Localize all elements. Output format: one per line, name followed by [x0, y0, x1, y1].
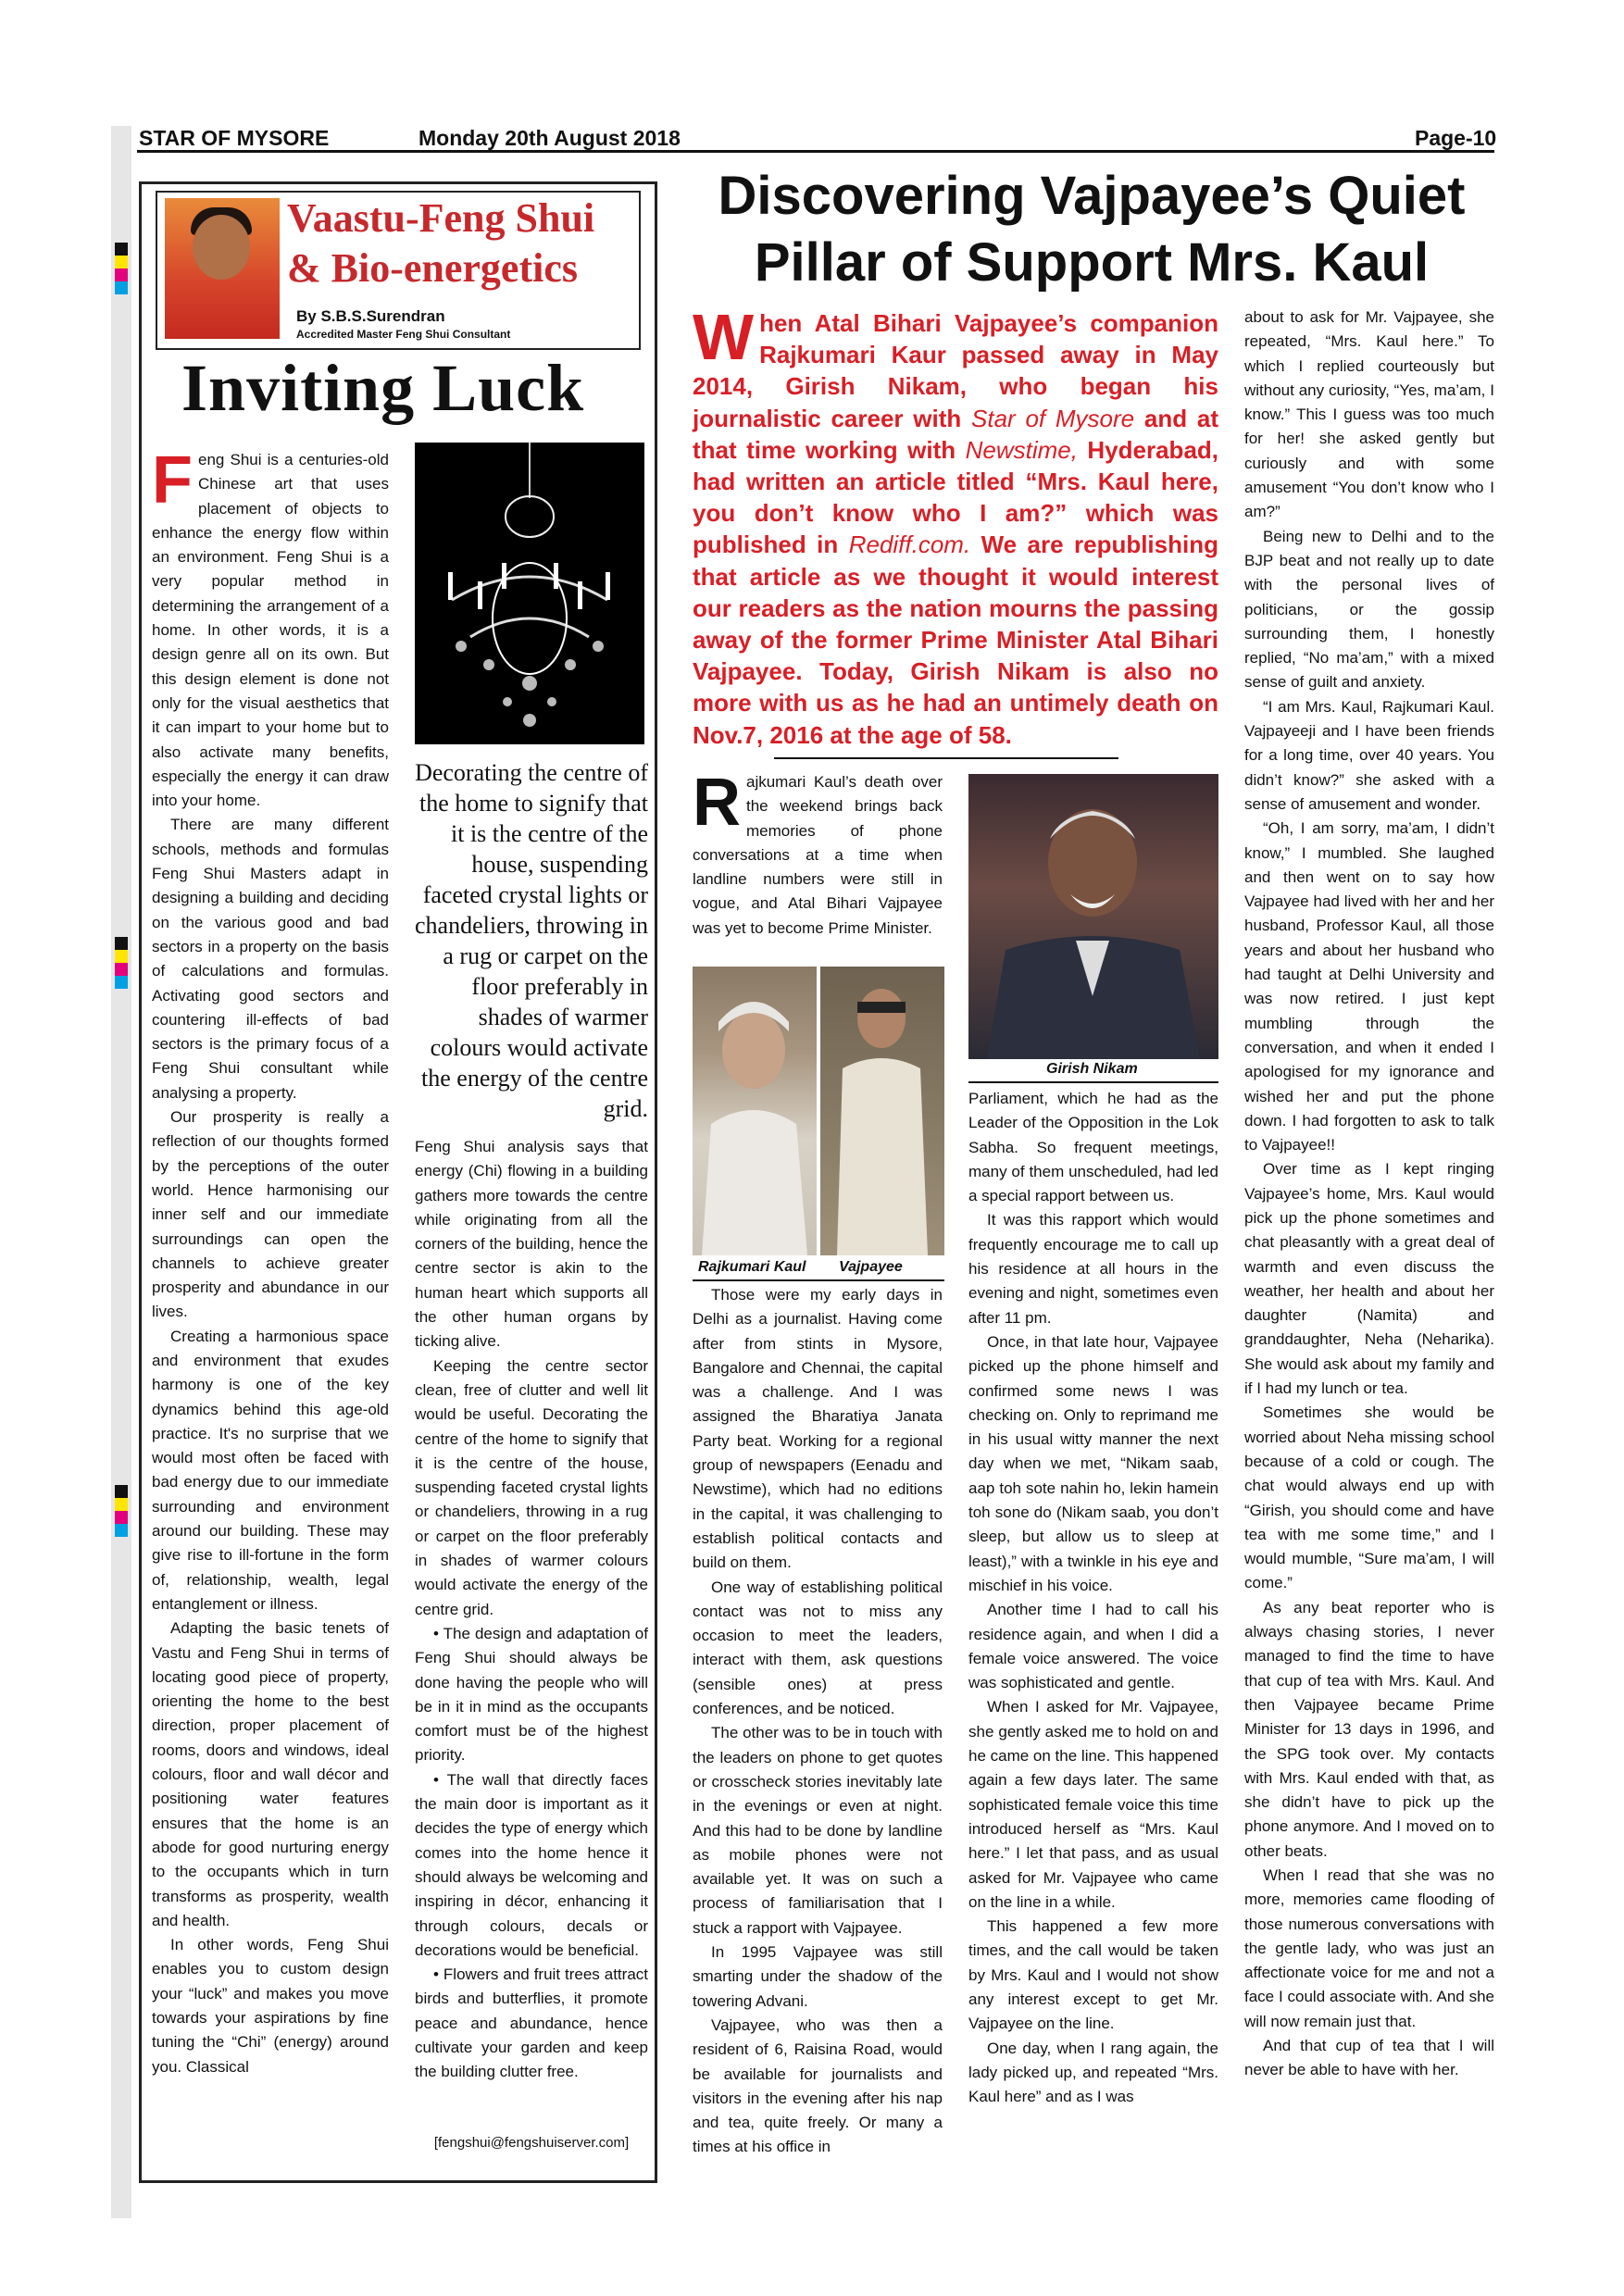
pull-quote: Decorating the centre of the home to signify that it is the centre of the house, suspending faceted crystal lights or chandeliers, throwing in a rug or carpet on the floor preferably in shades of warmer colours would activate the energy of the centre grid. [415, 759, 648, 1122]
article-paragraph: One day, when I rang again, the lady picked up, and repeated “Mrs. Kaul here” and as I was [968, 2039, 1218, 2106]
portrait-face [193, 215, 250, 280]
article-column-a [693, 1283, 943, 2160]
chandelier-photo [415, 443, 644, 744]
article-paragraph: Vajpayee, who was then a resident of 6, Raisina Road, would be available for journalists and visitors in the evening after his nap and tea, quite freely. Or many a times at his office in [693, 2015, 943, 2156]
vajpayee-figure [820, 967, 944, 1255]
intro-italic: Rediff.com. [848, 530, 971, 559]
article-paragraph: Over time as I kept ringing Vajpayee’s home, Mrs. Kaul would pick up the phone sometimes and chat pleasantly with a great deal of warmth and even discuss the weather, her health and about her daughter (Namita) and granddaughter, Neha (Neharika). She would ask about my family and if I had my lunch or tea. [1244, 1160, 1494, 1398]
intro-text: We are republishing that article as we thought it would interest our readers as the nation mourns the passing away of the former Prime Minister Atal Bihari Vajpayee. Today, Girish Nikam is also no more with us as he had an untimely death on Nov.7, 2016 at the age of 58. [693, 530, 1218, 749]
fengshui-column-1 [152, 443, 389, 2079]
article-paragraph: The other was to be in touch with the leaders on phone to get quotes or crosscheck stories inevitably late in the evenings or even at night. And this had to be done by landline as mobile phones were not available yet. It was on such a process of familiarisation that I stuck a rapport with Vajpayee. [693, 1724, 943, 1937]
caption-rule [693, 1279, 944, 1281]
registration-mark-black [115, 243, 128, 256]
article-paragraph: Sometimes she would be worried about Neha missing school because of a cold or cough. The chat would always end up with “Girish, you should come and have tea with me some time,” and I would mumble, “Sure ma’am, I will come.” [1244, 1404, 1494, 1592]
article-paragraph: It was this rapport which would frequently encourage me to call up his residence at all hours in the evening and night, sometimes even after 11 pm. [968, 1211, 1218, 1327]
registration-strip [111, 126, 131, 2218]
nikam-figure [968, 774, 1218, 1059]
fengshui-paragraph: eng Shui is a centuries-old Chinese art that uses placement of objects to enhance the energy flow within an environment. Feng Shui is a very popular method in determining the arrangement of a home. In other words, it is a design genre all on its own. But this design element is done not only for the visual aesthetics that it can impart to your home but to also activate many benefits, especially the energy it can draw into your home. [152, 451, 389, 810]
article-paragraph: Those were my early days in Delhi as a journalist. Having come after from stints in Mysore, Bangalore and Chennai, the capital was a challenge. And I was assigned the Bharatiya Janata Party beat. Working for a regional group of newspapers (Eenadu and Newstime), which had no editions in the capital, it was challenging to establish political contacts and build on them. [693, 1286, 943, 1572]
article-column-a-top [693, 766, 943, 941]
intro-text: hen Atal Bihari Vajpayee’s companion Rajkumari Kaur passed away in May 2014, Girish Nikam, who began his journalistic career with [693, 309, 1218, 432]
registration-mark-magenta [115, 963, 128, 976]
registration-mark-yellow [115, 1498, 128, 1511]
dropcap-w: W [693, 301, 755, 373]
chandelier-illustration [415, 443, 644, 744]
fengshui-paragraph: • The design and adaptation of Feng Shui should always be done having the people who will be in it in mind as the occupants comfort must be of the highest priority. [415, 1624, 648, 1765]
header-rule [137, 150, 1494, 153]
fengshui-paragraph: Our prosperity is really a reflection of our thoughts formed by the perceptions of the outer world. Hence harmonising our inner self and our immediate surroundings can open the channels to achieve greater prosperity and abundance in our lives. [152, 1108, 389, 1321]
caption-vajpayee: Vajpayee [839, 1259, 903, 1275]
article-paragraph: ajkumari Kaul’s death over the weekend brings back memories of phone conversations at a time when landline numbers were still in vogue, and Atal Bihari Vajpayee was yet to become Prime Minister. [693, 773, 943, 937]
photo-girish-nikam [968, 774, 1218, 1059]
fengshui-paragraph: • Flowers and fruit trees attract birds and butterflies, it promote peace and abundance, hence cultivate your garden and keep the building clutter free. [415, 1965, 648, 2081]
registration-mark-cyan [115, 976, 128, 989]
article-paragraph: When I asked for Mr. Vajpayee, she gently asked me to hold on and he came on the line. This happened again a few days later. The same sophisticated female voice this time introduced herself as “Mrs. Kaul here.” I let that pass, and as usual asked for Mr. Vajpayee who came on the line in a while. [968, 1698, 1218, 1911]
fengshui-paragraph: Creating a harmonious space and environment that exudes harmony is one of the key dynamics behind this age-old practice. It's no surprise that we would most often be faced with bad energy due to our immediate surrounding and environment around our building. These may give rise to ill-fortune in the form of, relationship, wealth, legal entanglement or illness. [152, 1327, 389, 1613]
article-paragraph: When I read that she was no more, memories came flooding of those numerous conversations with the gentle lady, who was just an affectionate voice for me and not a face I could associate with. And she will now remain just that. [1244, 1866, 1494, 2030]
column-title: Inviting Luck [181, 351, 585, 425]
caption-girish-nikam: Girish Nikam [1046, 1061, 1138, 1077]
registration-mark-magenta [115, 1511, 128, 1524]
intro-italic: Newstime, [965, 435, 1078, 464]
intro-italic: Star of Mysore [971, 404, 1135, 432]
fengshui-paragraph: Feng Shui analysis says that energy (Chi) flowing in a building gathers more towards the centre while originating from all the corners of the building, hence the centre sector is akin to the human heart which supports all the other human organs by ticking alive. [415, 1138, 648, 1351]
fengshui-paragraph: There are many different schools, methods and formulas Feng Shui Masters adapt in designing a building and deciding on the various good and bad sectors in a property on the basis of calculations and formulas. Activating good sectors and countering ill-effects of bad sectors is the primary focus of a Feng Shui consultant while analysing a property. [152, 816, 389, 1102]
contact-email: [fengshui@fengshuiserver.com] [433, 2135, 630, 2151]
article-paragraph: about to ask for Mr. Vajpayee, she repeated, “Mrs. Kaul here.” To which I replied courteously but without any curiosity, “Yes, ma’am, I know.” This I guess was too much for her! she asked gently but curiously and with some amusement “You don’t know who I am?” [1244, 308, 1494, 521]
article-paragraph: Once, in that late hour, Vajpayee picked up the phone himself and confirmed some news I was checking on. Only to reprimand me in his usual witty manner the next day when we met, “Nikam saab, aap toh sote nahin ho, lekin hamein toh sone do (Nikam saab, you don’t sleep, but allow us to sleep at least),” with a twinkle in his eye and mischief in his voice. [968, 1332, 1218, 1594]
article-paragraph: Parliament, which he had as the Leader of the Opposition in the Lok Sabha. So frequent meetings, many of them unscheduled, had led a special rapport between us. [968, 1090, 1218, 1205]
dropcap-r: R [693, 766, 741, 840]
article-paragraph: As any beat reporter who is always chasing stories, I never managed to find the time to have that cup of tea with Mrs. Kaul. And then Vajpayee became Prime Minister for 13 days in 1996, and the SPG took over. My contacts with Mrs. Kaul ended with that, as she didn’t have to pick up the phone anymore. And I moved on to other beats. [1244, 1598, 1494, 1860]
page-number: Page-10 [1415, 126, 1497, 150]
fengshui-column-2 [415, 1135, 648, 2085]
registration-mark-black [115, 1485, 128, 1498]
intro-text: Hyderabad, had written an article titled “Mrs. Kaul here, you don’t know who I am?” which was published in [693, 435, 1219, 559]
registration-mark-yellow [115, 256, 128, 268]
article-column-b [968, 1087, 1218, 2109]
article-column-c [1244, 306, 1494, 2083]
article-paragraph: This happened a few more times, and the call would be taken by Mrs. Kaul and I would not show any interest except to get Mr. Vajpayee on the line. [968, 1917, 1218, 2033]
issue-date: Monday 20th August 2018 [418, 126, 681, 150]
fengshui-paragraph: In other words, Feng Shui enables you to custom design your “luck” and makes you move towards your aspirations by fine tuning the “Chi” (energy) around you. Classical [152, 1936, 389, 2076]
banner-title-line1: Vaastu-Feng Shui [287, 195, 595, 241]
article-paragraph: And that cup of tea that I will never be able to have with her. [1244, 2037, 1494, 2079]
article-paragraph: “Oh, I am sorry, ma’am, I didn’t know,” I mumbled. She laughed and then went on to say how Vajpayee had lived with her and her husband, Professor Kaul, all those years and about her husband who had taught at Delhi University and was now retired. I just kept mumbling through the conversation, and when it ended I apologised for my ignorance and wished her and put the phone down. I had forgotten to ask to talk to Vajpayee!! [1244, 819, 1494, 1154]
article-paragraph: In 1995 Vajpayee was still smarting under the shadow of the towering Advani. [693, 1943, 943, 2010]
paper-name: STAR OF MYSORE [139, 126, 330, 150]
intro-rule [774, 757, 1118, 759]
fengshui-paragraph: • The wall that directly faces the main door is important as it decides the type of energy which comes into the home hence it should always be welcoming and inspiring in décor, enhancing it through colours, decals or decorations would be beneficial. [415, 1770, 648, 1959]
headline-line2: Pillar of Support Mrs. Kaul [754, 232, 1430, 293]
author-portrait [165, 198, 280, 339]
registration-mark-cyan [115, 281, 128, 294]
author-credential: Accredited Master Feng Shui Consultant [296, 328, 511, 341]
article-paragraph: One way of establishing political contact was not to miss any occasion to meet the leaders, interact with them, ask questions (sensible ones) at press conferences, and be noticed. [693, 1578, 943, 1718]
author-byline: By S.B.S.Surendran [296, 307, 445, 325]
fengshui-paragraph: Keeping the centre sector clean, free of clutter and well lit would be useful. Decorating the centre of the home to signify that it is the centre of the house, suspending faceted crystal lights or chandeliers, throwing in a rug or carpet on the floor preferably in shades of warmer colours would activate the energy of the centre grid. [415, 1356, 648, 1618]
intro-paragraph [693, 301, 1219, 751]
article-paragraph: Being new to Delhi and to the BJP beat and not really up to date with the personal lives of politicians, or the gossip surrounding them, I honestly replied, “No ma’am,” with a mixed sense of guilt and anxiety. [1244, 527, 1494, 692]
kaul-figure [693, 967, 817, 1255]
registration-mark-magenta [115, 268, 128, 281]
photo-vajpayee [820, 967, 944, 1255]
headline-line1: Discovering Vajpayee’s Quiet [718, 166, 1466, 226]
article-paragraph: “I am Mrs. Kaul, Rajkumari Kaul. Vajpayeeji and I have been friends for a long time, over 40 years. You didn’t know?” she asked with a sense of amusement and wonder. [1244, 697, 1494, 813]
registration-mark-cyan [115, 1524, 128, 1537]
photo-rajkumari-kaul [693, 967, 817, 1255]
registration-mark-black [115, 937, 128, 950]
column-banner [156, 191, 641, 350]
registration-mark-yellow [115, 950, 128, 963]
banner-title-line2: & Bio-energetics [287, 245, 578, 291]
caption-rajkumari-kaul: Rajkumari Kaul [698, 1259, 806, 1275]
caption-rule [968, 1081, 1218, 1083]
article-paragraph: Another time I had to call his residence again, and when I did a female voice answered. The voice was sophisticated and gentle. [968, 1601, 1218, 1692]
fengshui-paragraph: Adapting the basic tenets of Vastu and Feng Shui in terms of locating good piece of property, orienting the home to the best direction, proper placement of rooms, doors and windows, ideal colours, floor and wall décor and positioning water features ensures that the home is an abode for good nurturing energy to the occupants which in turn transforms as prosperity, wealth and health. [152, 1619, 389, 1929]
dropcap-f: F [152, 443, 193, 518]
intro-text: and at that time working with [693, 404, 1218, 464]
